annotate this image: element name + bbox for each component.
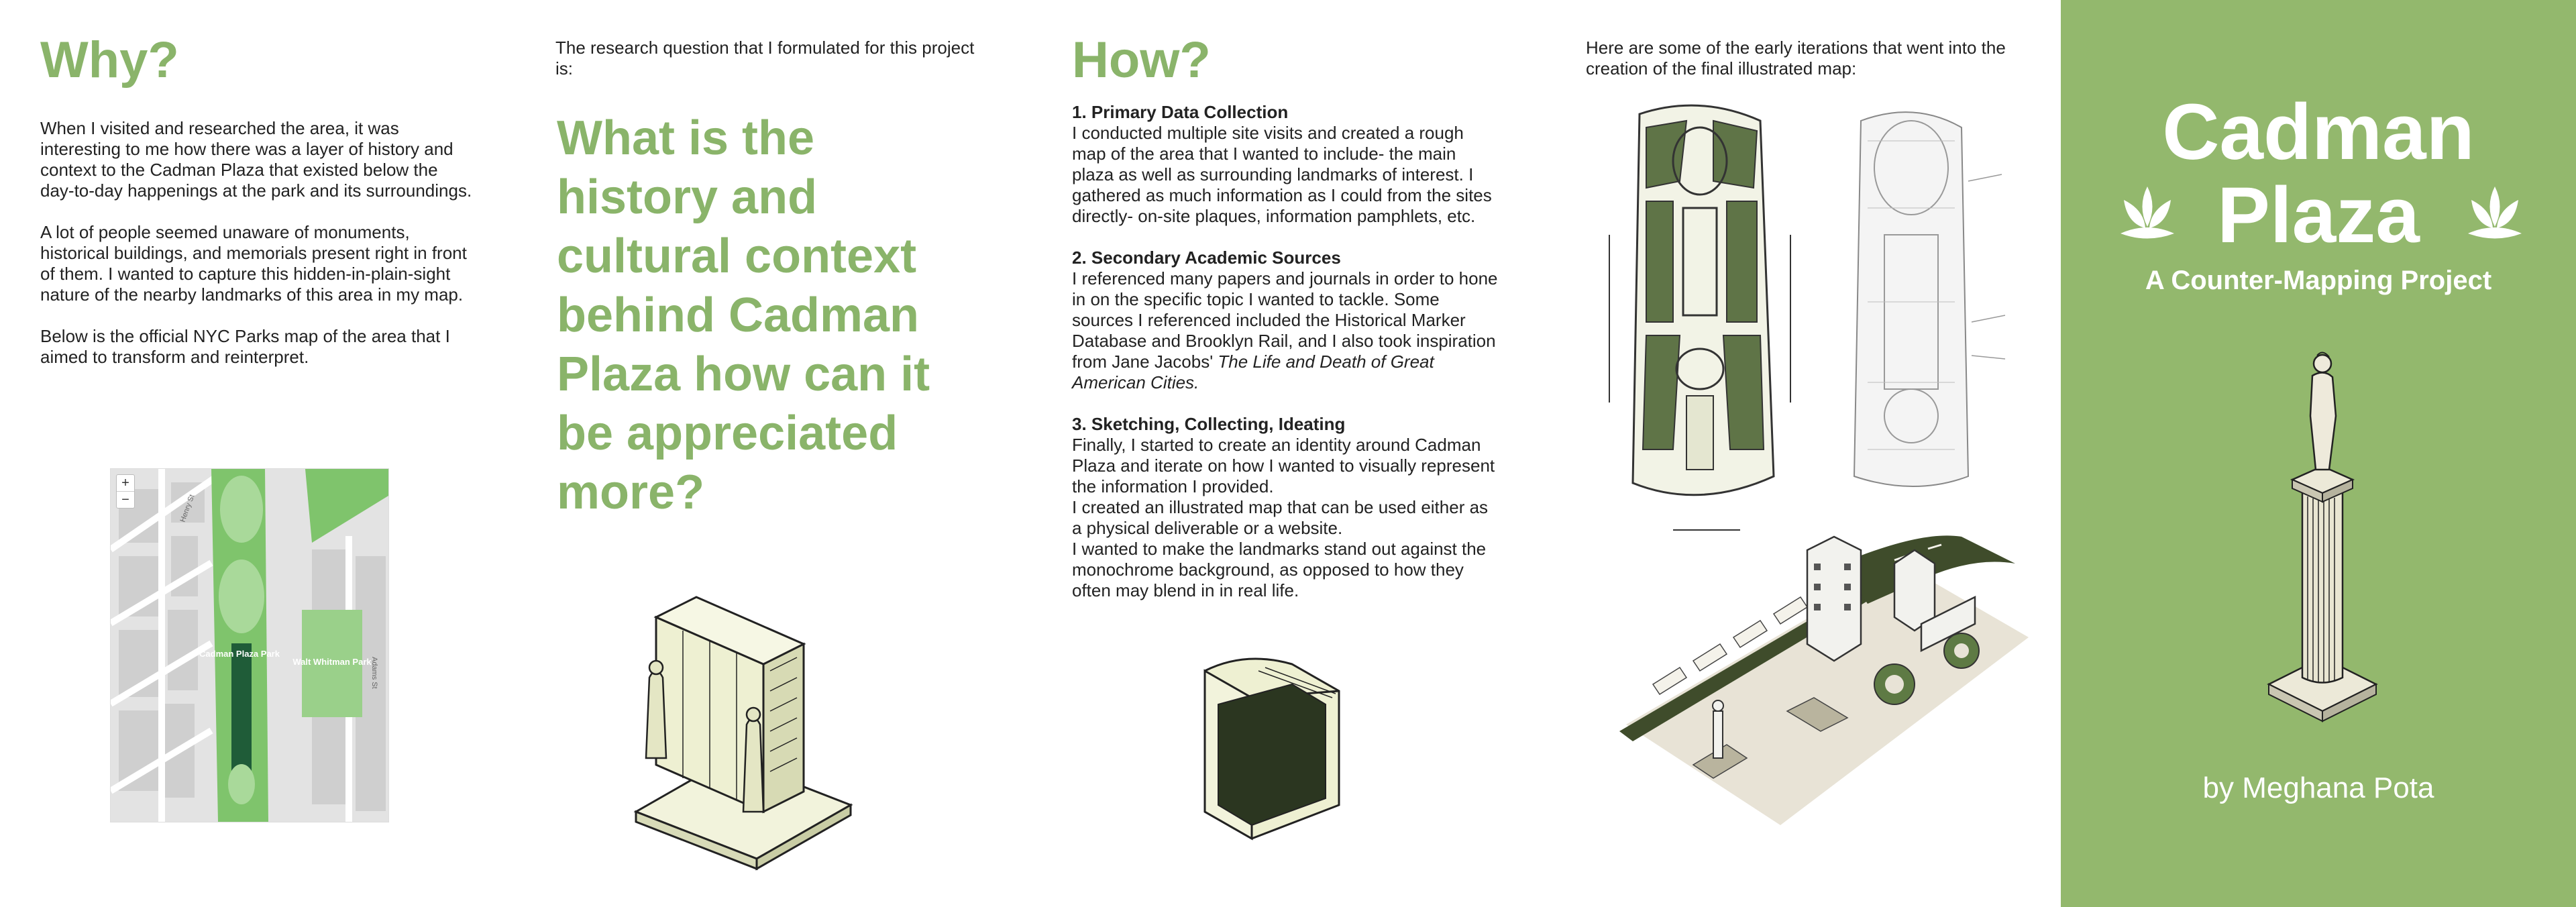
svg-text:Henry St: Henry St: [178, 493, 197, 524]
cover-byline: by Meghana Pota: [2202, 771, 2434, 804]
research-intro: The research question that I formulated for this project is:: [555, 38, 975, 78]
section-title-1: 1. Primary Data Collection: [1072, 102, 1289, 122]
why-paragraph-1: When I visited and researched the area, it was interesting to me how there was a layer of history and context to the Cadman Plaza that existed below the day-to-day happenings at the park and its surroundings.: [40, 118, 472, 201]
parks-map-graphic: [111, 469, 388, 822]
panel-how: [1030, 0, 1546, 907]
zoom-out-button[interactable]: −: [121, 492, 129, 507]
pencil-sketch-illustration: [1814, 101, 2015, 503]
section-body-1: I conducted multiple site visits and created a rough map of the area that I wanted to include- the main plaza as well as surrounding landmarks of interest. I gathered as much information as I could from the sites directly- on-site plaques, information pamphlets, etc.: [1072, 123, 1492, 226]
why-paragraph-2: A lot of people seemed unaware of monuments, historical buildings, and memorials present right in front of them. I wanted to capture this hidden-in-plain-sight nature of the nearby landmarks of this area in my map.: [40, 222, 467, 305]
section-body-3a: Finally, I started to create an identity around Cadman Plaza and iterate on how I wanted to visually represent the information I provided.: [1072, 435, 1495, 496]
why-body: [40, 118, 476, 388]
why-heading: Why?: [40, 32, 179, 89]
why-paragraph-3: Below is the official NYC Parks map of the area that I aimed to transform and reinterpret.: [40, 326, 450, 367]
plaque-illustration: [1191, 644, 1352, 845]
map-label-cadman: Cadman Plaza Park: [199, 649, 280, 659]
lotus-right-icon: [2458, 180, 2532, 247]
nyc-parks-map: [110, 468, 389, 822]
section-secondary-sources: [1072, 248, 1501, 393]
section-body-2: I referenced many papers and journals in order to hone in on the specific topic I wanted to tackle. Some sources I referenced included the Historical Marker Database and Brooklyn Rail, and I also took inspiration from Jane Jacobs': [1072, 268, 1498, 372]
cover-title-row2: [2061, 171, 2576, 260]
iterations-intro: Here are some of the early iterations that went into the creation of the final illustrated map:: [1586, 38, 2006, 78]
monument-wall-illustration: [629, 590, 857, 872]
map-zoom-controls: [116, 474, 135, 509]
cover-title-line1: Cadman: [2162, 88, 2475, 176]
svg-text:Adams St: Adams St: [370, 657, 378, 689]
research-question: What is the history and cultural context behind Cadman Plaza how can it be appreciated more?: [557, 111, 930, 519]
section-sketching: [1072, 414, 1501, 601]
cover-subtitle: A Counter-Mapping Project: [2145, 266, 2492, 295]
section-body-3b: I created an illustrated map that can be used either as a physical deliverable or a website.: [1072, 497, 1489, 538]
book-title: The Life and Death of Great American Cities.: [1072, 352, 1434, 392]
zoom-in-button[interactable]: +: [117, 475, 134, 492]
section-title-3: 3. Sketching, Collecting, Ideating: [1072, 414, 1346, 434]
panel-why: [0, 0, 515, 907]
section-body-3c: I wanted to make the landmarks stand out against the monochrome background, as opposed to how they often may blend in in real life.: [1072, 539, 1487, 600]
statue-column-illustration: [2262, 335, 2383, 738]
sketch-map-illustration: [1599, 101, 1801, 537]
panel-iterations: [1546, 0, 2061, 907]
panel-research-question: [515, 0, 1030, 907]
how-body: [1072, 102, 1501, 622]
illustrated-map-preview: [1613, 510, 2042, 832]
cover-title-line2: Plaza: [2217, 171, 2420, 260]
cover-panel: [2061, 0, 2576, 907]
map-label-whitman: Walt Whitman Park: [292, 657, 372, 667]
how-heading: How?: [1072, 32, 1211, 89]
section-title-2: 2. Secondary Academic Sources: [1072, 248, 1341, 268]
section-primary-data: [1072, 102, 1501, 227]
